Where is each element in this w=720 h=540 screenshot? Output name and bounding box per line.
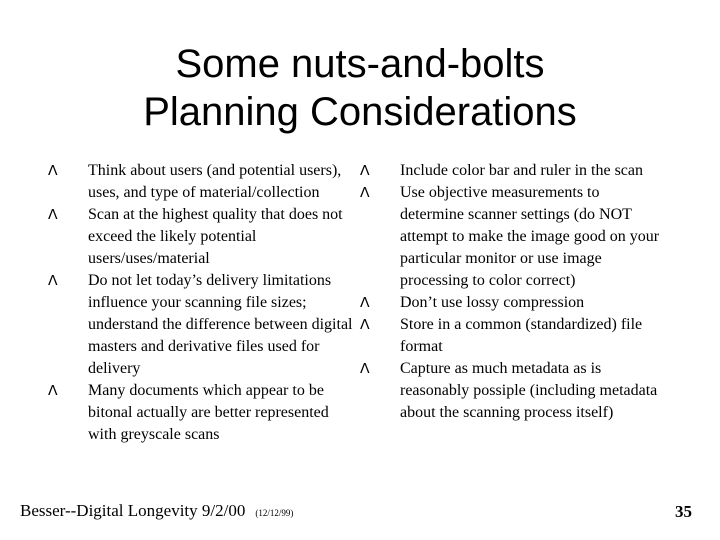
- page-number: 35: [675, 502, 692, 521]
- list-item-text: Store in a common (standardized) file format: [400, 316, 643, 355]
- bullet-icon: ⴷ: [48, 383, 58, 399]
- list-item-text: Scan at the highest quality that does not exceed the likely potential users/uses/material: [88, 206, 343, 267]
- footer-small-date: (12/12/99): [255, 508, 294, 518]
- bullet-icon: ⴷ: [48, 273, 58, 289]
- list-item: [48, 204, 358, 270]
- list-item-text: Do not let today’s delivery limitations influence your scanning file sizes; understand the difference between digital masters and derivative files used for delivery: [88, 272, 353, 377]
- bullet-icon: ⴷ: [48, 163, 58, 179]
- list-item-text: Capture as much metadata as is reasonably possiple (including metadata about the scanning process itself): [400, 360, 658, 421]
- list-item: [360, 314, 660, 358]
- slide-title: [0, 40, 720, 136]
- list-item-text: Use objective measurements to determine scanner settings (do NOT attempt to make the image good on your particular monitor or use image processing to color correct): [400, 184, 660, 289]
- list-item: [360, 292, 660, 314]
- title-line-1: Some nuts-and-bolts: [175, 42, 545, 86]
- bullet-icon: ⴷ: [48, 207, 58, 223]
- footer: [20, 500, 293, 524]
- list-item: [360, 358, 660, 424]
- bullet-icon: ⴷ: [360, 185, 370, 201]
- list-item: [48, 160, 358, 204]
- list-item: [360, 182, 660, 292]
- list-item-text: Include color bar and ruler in the scan: [400, 162, 644, 179]
- bullet-icon: ⴷ: [360, 317, 370, 333]
- bullet-icon: ⴷ: [360, 163, 370, 179]
- list-item: [48, 270, 358, 380]
- list-item-text: Don’t use lossy compression: [400, 294, 585, 311]
- title-line-2: Planning Considerations: [143, 90, 577, 134]
- bullet-icon: ⴷ: [360, 295, 370, 311]
- left-bullet-list: [48, 160, 358, 446]
- right-bullet-list: [360, 160, 660, 424]
- list-item-text: Think about users (and potential users), uses, and type of material/collection: [88, 162, 342, 201]
- list-item: [48, 380, 358, 446]
- list-item-text: Many documents which appear to be bitonal actually are better represented with greyscale scans: [88, 382, 329, 443]
- bullet-icon: ⴷ: [360, 361, 370, 377]
- footer-text: Besser--Digital Longevity 9/2/00: [20, 501, 246, 520]
- list-item: [360, 160, 660, 182]
